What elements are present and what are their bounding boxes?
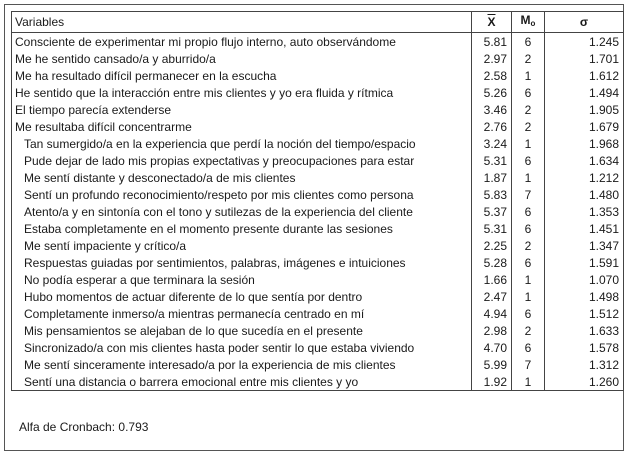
mean-symbol: $\overline{X}$	[487, 15, 496, 29]
row-mean: 5.31	[472, 152, 512, 169]
row-label: No podía esperar a que terminara la sesión	[12, 271, 472, 288]
row-mode: 2	[512, 322, 545, 339]
row-label: Sincronizado/a con mis clientes hasta poder sentir lo que estaba viviendo	[12, 339, 472, 356]
row-label: Atento/a y en sintonía con el tono y sutilezas de la experiencia del cliente	[12, 203, 472, 220]
row-label: Completamente inmerso/a mientras permanecía centrado en mí	[12, 305, 472, 322]
table-header-row	[12, 12, 624, 33]
row-sd: 1.347	[545, 237, 624, 254]
row-mode: 6	[512, 84, 545, 101]
row-mode: 2	[512, 118, 545, 135]
table-row	[12, 50, 624, 67]
header-mean	[472, 12, 512, 33]
row-mode: 2	[512, 101, 545, 118]
row-mode: 6	[512, 305, 545, 322]
row-sd: 1.512	[545, 305, 624, 322]
row-mode: 6	[512, 339, 545, 356]
table-row	[12, 254, 624, 271]
row-sd: 1.578	[545, 339, 624, 356]
row-sd: 1.312	[545, 356, 624, 373]
row-mean: 4.70	[472, 339, 512, 356]
row-label: Consciente de experimentar mi propio flujo interno, auto observándome	[12, 33, 472, 51]
table-row	[12, 322, 624, 339]
row-mean: 5.37	[472, 203, 512, 220]
row-label: Pude dejar de lado mis propias expectativas y preocupaciones para estar	[12, 152, 472, 169]
statistics-table	[11, 11, 624, 391]
row-label: Hubo momentos de actuar diferente de lo que sentía por dentro	[12, 288, 472, 305]
table-row	[12, 135, 624, 152]
row-label: El tiempo parecía extenderse	[12, 101, 472, 118]
row-mean: 2.47	[472, 288, 512, 305]
row-sd: 1.968	[545, 135, 624, 152]
table-row	[12, 373, 624, 391]
row-mode: 1	[512, 135, 545, 152]
row-mode: 1	[512, 288, 545, 305]
row-label: Estaba completamente en el momento presente durante las sesiones	[12, 220, 472, 237]
row-label: Me sentí sinceramente interesado/a por la experiencia de mis clientes	[12, 356, 472, 373]
table-row	[12, 305, 624, 322]
row-sd: 1.260	[545, 373, 624, 391]
table-row	[12, 33, 624, 51]
row-sd: 1.353	[545, 203, 624, 220]
row-sd: 1.070	[545, 271, 624, 288]
row-mode: 6	[512, 220, 545, 237]
row-sd: 1.245	[545, 33, 624, 51]
row-sd: 1.494	[545, 84, 624, 101]
row-label: Me sentí distante y desconectado/a de mis clientes	[12, 169, 472, 186]
mode-subscript: o	[530, 19, 536, 28]
table-row	[12, 237, 624, 254]
row-label: Me he sentido cansado/a y aburrido/a	[12, 50, 472, 67]
row-sd: 1.591	[545, 254, 624, 271]
row-mean: 1.87	[472, 169, 512, 186]
row-sd: 1.701	[545, 50, 624, 67]
row-mean: 5.81	[472, 33, 512, 51]
row-label: Tan sumergido/a en la experiencia que perdí la noción del tiempo/espacio	[12, 135, 472, 152]
row-sd: 1.634	[545, 152, 624, 169]
table-row	[12, 288, 624, 305]
mode-symbol: M	[520, 13, 531, 27]
row-mode: 6	[512, 152, 545, 169]
row-label: Sentí una distancia o barrera emocional entre mis clientes y yo	[12, 373, 472, 391]
row-sd: 1.451	[545, 220, 624, 237]
row-mean: 2.97	[472, 50, 512, 67]
table-row	[12, 152, 624, 169]
row-mean: 1.92	[472, 373, 512, 391]
row-sd: 1.679	[545, 118, 624, 135]
row-mode: 6	[512, 254, 545, 271]
row-sd: 1.480	[545, 186, 624, 203]
row-mode: 1	[512, 67, 545, 84]
row-sd: 1.612	[545, 67, 624, 84]
table-row	[12, 118, 624, 135]
table-row	[12, 339, 624, 356]
row-mean: 2.58	[472, 67, 512, 84]
row-mode: 6	[512, 33, 545, 51]
row-label: He sentido que la interacción entre mis clientes y yo era fluida y rítmica	[12, 84, 472, 101]
row-label: Sentí un profundo reconocimiento/respeto por mis clientes como persona	[12, 186, 472, 203]
table-row	[12, 67, 624, 84]
table-row	[12, 220, 624, 237]
table-row	[12, 271, 624, 288]
header-mode	[512, 12, 545, 33]
row-label: Mis pensamientos se alejaban de lo que sucedía en el presente	[12, 322, 472, 339]
row-mean: 1.66	[472, 271, 512, 288]
row-mean: 3.46	[472, 101, 512, 118]
row-mode: 1	[512, 169, 545, 186]
table-frame	[4, 4, 624, 451]
table-row	[12, 169, 624, 186]
header-variables: Variables	[12, 12, 472, 33]
row-label: Me resultaba difícil concentrarme	[12, 118, 472, 135]
row-mode: 6	[512, 203, 545, 220]
row-sd: 1.905	[545, 101, 624, 118]
row-label: Me sentí impaciente y crítico/a	[12, 237, 472, 254]
row-mean: 5.26	[472, 84, 512, 101]
table-row	[12, 356, 624, 373]
row-mode: 2	[512, 50, 545, 67]
row-sd: 1.498	[545, 288, 624, 305]
row-mean: 3.24	[472, 135, 512, 152]
row-mean: 4.94	[472, 305, 512, 322]
row-mean: 2.98	[472, 322, 512, 339]
table-row	[12, 186, 624, 203]
row-label: Respuestas guiadas por sentimientos, palabras, imágenes e intuiciones	[12, 254, 472, 271]
table-row	[12, 101, 624, 118]
row-mean: 5.31	[472, 220, 512, 237]
header-sd: σ	[545, 12, 624, 33]
cronbach-alpha: Alfa de Cronbach: 0.793	[19, 420, 149, 434]
row-mode: 1	[512, 271, 545, 288]
row-mean: 5.99	[472, 356, 512, 373]
row-mean: 5.28	[472, 254, 512, 271]
row-mean: 2.25	[472, 237, 512, 254]
row-mean: 2.76	[472, 118, 512, 135]
row-mode: 2	[512, 237, 545, 254]
table-row	[12, 84, 624, 101]
row-label: Me ha resultado difícil permanecer en la escucha	[12, 67, 472, 84]
row-sd: 1.633	[545, 322, 624, 339]
table-body	[12, 33, 624, 391]
row-mean: 5.83	[472, 186, 512, 203]
table-row	[12, 203, 624, 220]
row-sd: 1.212	[545, 169, 624, 186]
row-mode: 7	[512, 356, 545, 373]
row-mode: 1	[512, 373, 545, 391]
row-mode: 7	[512, 186, 545, 203]
